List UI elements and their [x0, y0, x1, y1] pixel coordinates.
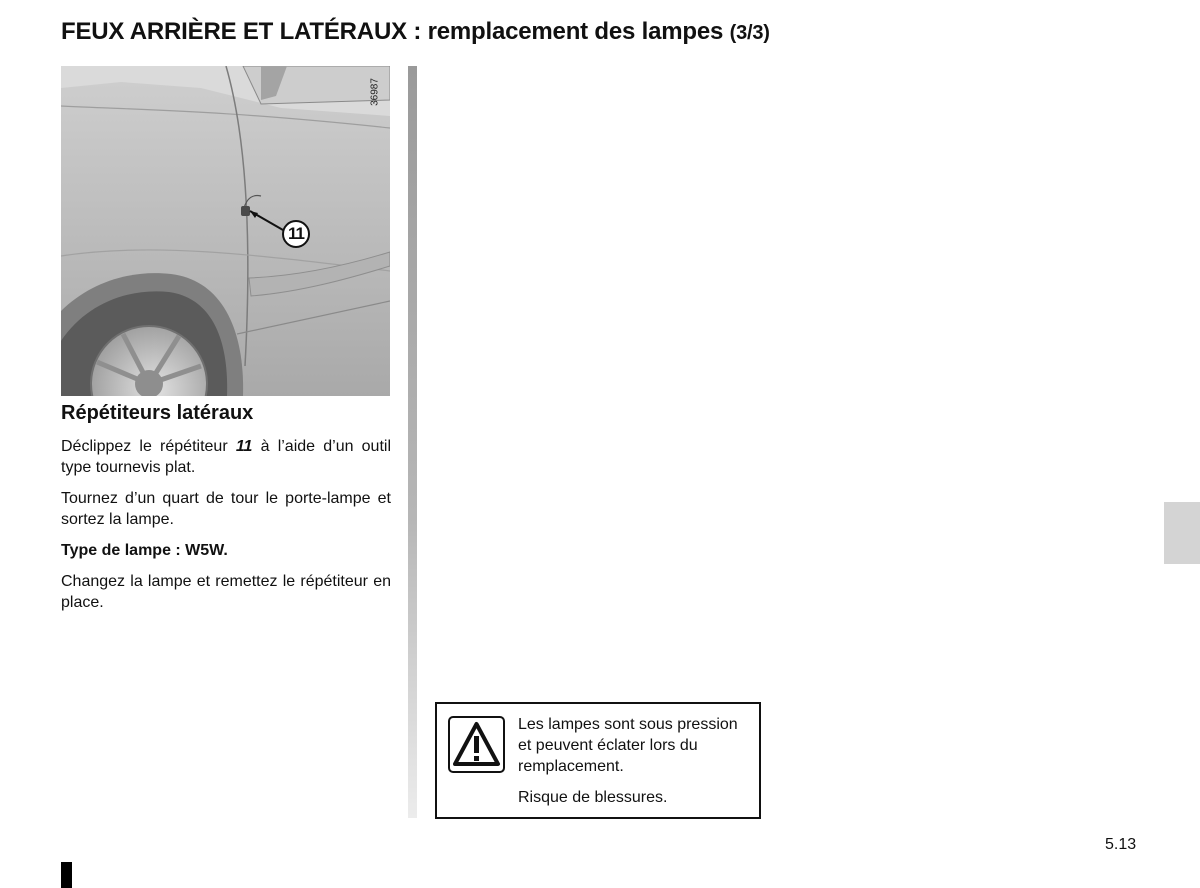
instruction-unclip-text: Déclippez le répétiteur: [61, 438, 236, 455]
page-part-indicator: (3/3): [729, 22, 770, 44]
section-heading: Répétiteurs latéraux: [61, 402, 254, 424]
figure-reference-text: 36987: [369, 78, 381, 106]
repeater-reference: 11: [235, 438, 253, 455]
page-title: [61, 18, 770, 46]
page-number: 5.13: [1105, 836, 1137, 853]
car-side-drawing: [61, 66, 390, 396]
chapter-tab: [1164, 502, 1200, 564]
warning-text: [518, 714, 754, 818]
corner-mark: [61, 862, 72, 888]
column-divider: [408, 66, 417, 818]
lamp-type-text: Type de lampe : W5W.: [61, 542, 228, 559]
instruction-replace: Changez la lampe et remettez le répétiteur en place.: [61, 573, 391, 611]
instruction-turn: Tournez d’un quart de tour le porte-lampe et sortez la lampe.: [61, 490, 391, 528]
warning-message: Les lampes sont sous pression et peuvent éclater lors du remplacement.: [518, 716, 738, 775]
warning-risk: Risque de blessures.: [518, 789, 668, 806]
figure-reference-number: [368, 72, 382, 112]
warning-box: [435, 702, 761, 819]
instructions-body: [61, 436, 391, 623]
page-title-text: FEUX ARRIÈRE ET LATÉRAUX : remplacement des lampes: [61, 18, 724, 45]
instruction-unclip: [61, 436, 391, 478]
lamp-type: [61, 540, 391, 561]
instruction-unclip-tool: à l’aide d’un outil type tournevis plat.: [61, 438, 392, 476]
callout-11: 11: [282, 220, 310, 248]
warning-triangle-icon: [448, 716, 505, 773]
side-repeater-illustration: [61, 66, 390, 396]
